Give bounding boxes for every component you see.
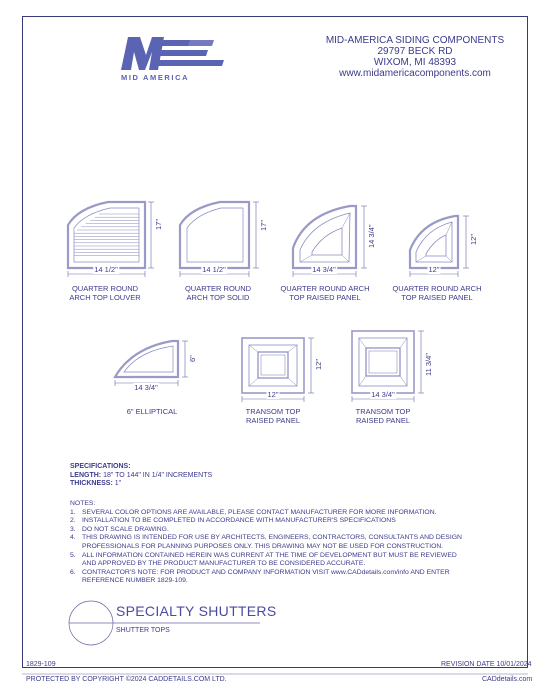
note-number	[70, 560, 82, 569]
caption-line: RAISED PANEL	[355, 416, 411, 425]
note-line	[70, 509, 462, 518]
length-label: LENGTH:	[70, 471, 102, 479]
note-line	[70, 569, 462, 578]
shape-elliptical	[115, 341, 178, 377]
note-number: 4.	[70, 534, 76, 542]
note-line	[70, 534, 462, 543]
caption-line: QUARTER ROUND	[184, 284, 252, 293]
note-number	[70, 577, 82, 586]
dim-height-3: 14 3/4"	[367, 224, 376, 248]
dim-width-5: 14 3/4"	[134, 383, 158, 392]
revision-date: REVISION DATE 10/01/2024	[441, 661, 532, 668]
mid-america-logo	[121, 37, 224, 82]
note-number: 3.	[70, 525, 76, 533]
dim-width-6: 12"	[267, 390, 279, 399]
caption-line: TRANSOM TOP	[245, 407, 301, 416]
company-info	[320, 35, 510, 79]
note-text: AND APPROVED BY THE PRODUCT MANUFACTURER TO BE CONSIDERED ACCURATE.	[82, 560, 366, 568]
dim-width-4: 12"	[428, 265, 440, 274]
reference-number: 1829-109	[26, 661, 56, 668]
dim-height-6: 12"	[314, 358, 323, 370]
shape-quarter-round-solid	[180, 202, 249, 268]
caption-line: QUARTER ROUND ARCH	[392, 284, 482, 293]
note-number: 6.	[70, 568, 76, 576]
dim-width-2: 14 1/2"	[202, 265, 226, 274]
shape-quarter-round-louver	[68, 202, 145, 268]
thickness-label: THICKNESS:	[70, 480, 113, 487]
copyright-notice: PROTECTED BY COPYRIGHT ©2024 CADDETAILS.COM LTD.	[26, 676, 227, 683]
specs-heading: SPECIFICATIONS:	[70, 463, 131, 470]
note-text: REFERENCE NUMBER 1829-109.	[82, 577, 188, 585]
caddetails-brand[interactable]: CADdetails.com	[482, 676, 533, 683]
dim-height-4: 12"	[469, 233, 478, 245]
dim-height-7: 11 3/4"	[424, 353, 433, 376]
shape-transom-raised-panel-large	[352, 331, 414, 393]
company-address-2: WIXOM, MI 48393	[373, 57, 457, 68]
caption-line: QUARTER ROUND	[71, 284, 139, 293]
dim-width-7: 14 3/4"	[371, 390, 395, 399]
length-value: 18" TO 144" IN 1/4" INCREMENTS	[103, 471, 213, 479]
note-text: CONTRACTOR'S NOTE: FOR PRODUCT AND COMPANY INFORMATION VISIT www.CADdetails.com/info AND ENTER	[82, 568, 450, 576]
note-line	[70, 577, 462, 586]
note-line	[70, 517, 462, 526]
note-text: SEVERAL COLOR OPTIONS ARE AVAILABLE, PLEASE CONTACT MANUFACTURER FOR MORE INFORMATION.	[82, 508, 437, 516]
note-line	[70, 526, 462, 535]
thickness-value: 1"	[114, 480, 122, 487]
note-number	[70, 543, 82, 552]
caption-line: ARCH TOP SOLID	[186, 293, 250, 302]
company-website[interactable]: www.midamericacomponents.com	[339, 68, 491, 79]
caption-shape-4	[392, 284, 481, 302]
dim-height-2: 17"	[259, 219, 268, 231]
note-number: 1.	[70, 508, 76, 516]
notes-heading: NOTES:	[70, 500, 96, 507]
caption-shape-6	[246, 407, 301, 425]
dim-width-1: 14 1/2"	[94, 265, 118, 274]
note-number: 5.	[70, 551, 76, 559]
dim-height-1: 17"	[154, 218, 163, 230]
caption-line: TOP RAISED PANEL	[289, 293, 361, 302]
note-text: PROFESSIONALS FOR PLANNING PURPOSES ONLY. THIS DRAWING MAY NOT BE USED FOR CONSTRUCTION.	[82, 542, 444, 550]
dim-width-3: 14 3/4"	[312, 265, 336, 274]
drawing-title: SPECIALTY SHUTTERS	[116, 603, 277, 619]
caption-shape-2	[185, 284, 251, 302]
note-line	[70, 543, 462, 552]
caption-line: TOP RAISED PANEL	[401, 293, 473, 302]
caption-line: TRANSOM TOP	[355, 407, 411, 416]
note-text: THIS DRAWING IS INTENDED FOR USE BY ARCHITECTS, ENGINEERS, CONTRACTORS, CONSULTANTS AND DESIGN	[82, 534, 462, 542]
note-number: 2.	[70, 517, 76, 525]
note-text: ALL INFORMATION CONTAINED HEREIN WAS CURRENT AT THE TIME OF DEVELOPMENT BUT MUST BE REVIEWED	[82, 551, 457, 559]
caption-line: RAISED PANEL	[245, 416, 301, 425]
caption-line: 6" ELLIPTICAL	[126, 407, 178, 416]
note-text: INSTALLATION TO BE COMPLETED IN ACCORDANCE WITH MANUFACTURER'S SPECIFICATIONS	[82, 517, 396, 525]
notes	[70, 500, 462, 586]
caption-shape-7	[356, 407, 411, 425]
shape-quarter-round-raised-panel-large	[293, 206, 356, 268]
note-text: DO NOT SCALE DRAWING.	[82, 525, 169, 533]
notes-list	[70, 509, 462, 586]
note-line	[70, 552, 462, 561]
logo-text: MID AMERICA	[121, 73, 190, 82]
caption-shape-3	[280, 284, 369, 302]
shape-transom-raised-panel-small	[242, 338, 304, 393]
caption-line: QUARTER ROUND ARCH	[280, 284, 370, 293]
caption-line: ARCH TOP LOUVER	[69, 293, 141, 302]
company-address-1: 29797 BECK RD	[377, 46, 453, 57]
caption-shape-5	[127, 407, 178, 416]
shape-quarter-round-raised-panel-small	[410, 216, 458, 268]
caption-shape-1	[69, 284, 140, 302]
company-name: MID-AMERICA SIDING COMPONENTS	[325, 35, 505, 46]
note-line	[70, 560, 462, 569]
dim-height-5: 6"	[188, 355, 197, 362]
drawing-subtitle: SHUTTER TOPS	[116, 627, 170, 634]
specifications	[70, 463, 212, 489]
